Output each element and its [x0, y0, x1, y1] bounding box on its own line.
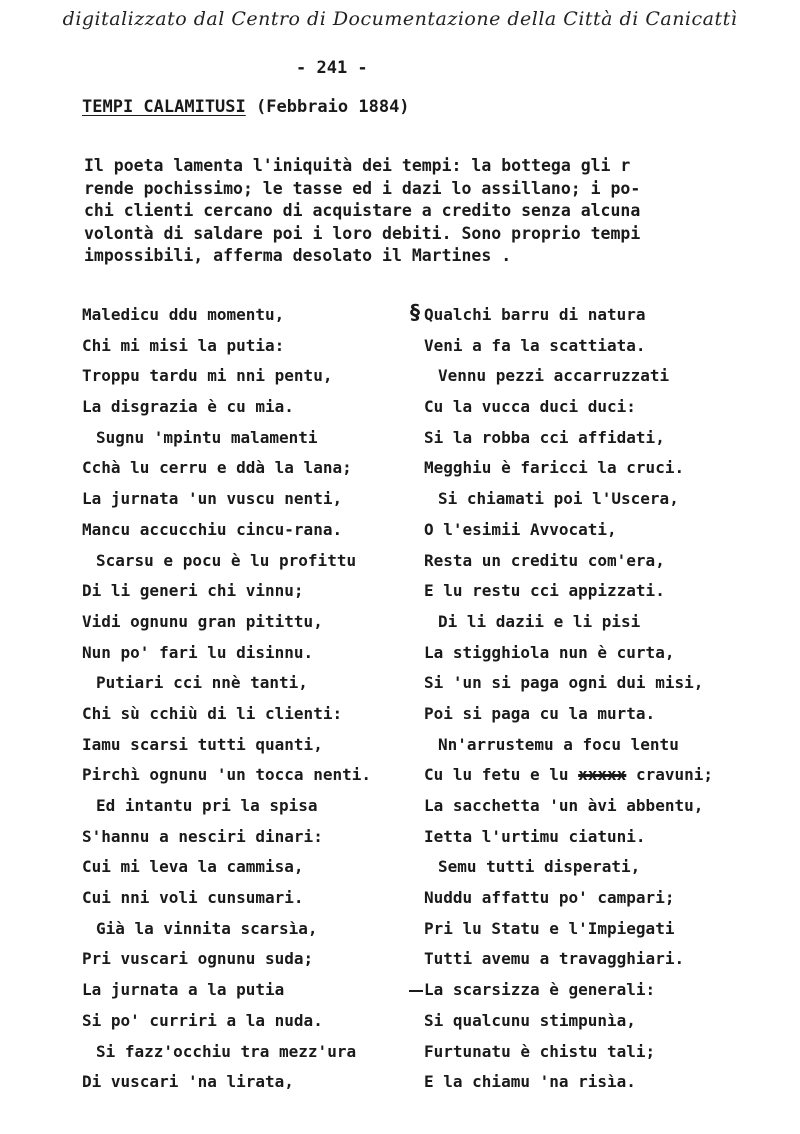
verse-line: Tutti avemu a travagghiari.: [424, 949, 685, 969]
verse-line: O l'esimii Avvocati,: [424, 519, 617, 539]
verse-line: Si po' curriri a la nuda.: [82, 1010, 323, 1030]
verse-line: Putiari cci nnè tanti,: [96, 673, 308, 693]
verse-line: Pirchì ognunu 'un tocca nenti.: [82, 765, 371, 785]
summary-line: impossibili, afferma desolato il Martines .: [84, 246, 512, 266]
verse-line: Chi mi misi la putia:: [82, 335, 285, 355]
poem-title: [82, 97, 410, 117]
verse-line: Iamu scarsi tutti quanti,: [82, 734, 323, 754]
verse-line: Cui mi leva la cammisa,: [82, 857, 304, 877]
verse-line: E lu restu cci appizzati.: [424, 581, 665, 601]
verse-line: Megghiu è faricci la cruci.: [424, 458, 685, 478]
verse-line: Mancu accucchiu cincu-rana.: [82, 519, 343, 539]
poem-summary: [84, 155, 724, 268]
verse-line: Qualchi barru di natura: [424, 305, 646, 324]
verse-line: La jurnata a la putia: [82, 980, 285, 1000]
verse-line: Si chiamati poi l'Uscera,: [438, 489, 679, 509]
verse-line: Cchà lu cerru e ddà la lana;: [82, 458, 352, 478]
digitization-header: digitalizzato dal Centro di Documentazione della Città di Canicattì: [62, 8, 738, 30]
verse-line: Di li generi chi vinnu;: [82, 581, 304, 601]
verse-line: Maledicu ddu momentu,: [82, 305, 285, 324]
verse-line: Nun po' fari lu disinnu.: [82, 642, 314, 662]
verse-line: Vennu pezzi accarruzzati: [438, 366, 670, 386]
verse-line: La jurnata 'un vuscu nenti,: [82, 489, 343, 509]
verse-fragment: Cu lu fetu e lu: [424, 765, 569, 785]
verse-line: Cu la vucca duci duci:: [424, 397, 636, 417]
verse-line: Chi sù cchiù di li clienti:: [82, 703, 343, 723]
verse-fragment: cravuni;: [635, 765, 714, 785]
verse-line: Già la vinnita scarsìa,: [96, 918, 318, 938]
verse-line: Ietta l'urtimu ciatuni.: [424, 826, 646, 846]
verse-line: Sugnu 'mpintu malamenti: [96, 427, 318, 447]
verse-line: Veni a fa la scattiata.: [424, 335, 646, 355]
verse-line: Semu tutti disperati,: [438, 857, 641, 877]
verse-line: La stigghiola nun è curta,: [424, 642, 675, 662]
verse-line: Nuddu affattu po' campari;: [424, 888, 675, 908]
poem-column-right: [424, 300, 713, 1098]
verse-line: Troppu tardu mi nni pentu,: [82, 366, 333, 386]
verse-line: Nn'arrustemu a focu lentu: [438, 734, 679, 754]
verse-line: Vidi ognunu gran pitittu,: [82, 611, 323, 631]
verse-line: Resta un creditu com'era,: [424, 550, 665, 570]
verse-line: Furtunatu è chistu tali;: [424, 1041, 656, 1061]
verse-line: La sacchetta 'un àvi abbentu,: [424, 796, 704, 815]
verse-line: Di vuscari 'na lirata,: [82, 1072, 294, 1092]
verse-line: Ed intantu pri la spisa: [96, 796, 318, 815]
poem-column-left: [82, 300, 371, 1098]
verse-line: Si 'un si paga ogni dui misi,: [424, 673, 704, 693]
verse-line: S'hannu a nesciri dinari:: [82, 826, 323, 846]
verse-line: Pri vuscari ognunu suda;: [82, 949, 314, 969]
verse-line: Si la robba cci affidati,: [424, 427, 665, 447]
summary-line: chi clienti cercano di acquistare a credito senza alcuna: [84, 201, 641, 221]
poem-title-date: (Febbraio 1884): [256, 97, 410, 117]
summary-line: Il poeta lamenta l'iniquità dei tempi: la bottega gli r: [84, 156, 631, 175]
verse-line: Si fazz'occhiu tra mezz'ura: [96, 1041, 357, 1061]
summary-line: rende pochissimo; le tasse ed i dazi lo assillano; i po-: [84, 178, 641, 198]
page-number: - 241 -: [296, 58, 368, 78]
verse-line: Di li dazii e li pisi: [438, 611, 641, 631]
verse-line: E la chiamu 'na risìa.: [424, 1072, 636, 1092]
margin-mark: §: [410, 300, 420, 324]
struck-word: xxxxx: [578, 765, 627, 785]
verse-line: La scarsizza è generali:: [424, 980, 656, 1000]
verse-line: [424, 760, 713, 791]
poem-title-main: TEMPI CALAMITUSI: [82, 97, 246, 117]
verse-line: La disgrazia è cu mia.: [82, 397, 294, 417]
verse-line: Scarsu e pocu è lu profittu: [96, 550, 357, 570]
verse-line: Poi si paga cu la murta.: [424, 703, 656, 723]
verse-line: Cui nni voli cunsumari.: [82, 888, 304, 908]
margin-dash: [409, 990, 423, 992]
summary-line: volontà di saldare poi i loro debiti. Sono proprio tempi: [84, 223, 641, 243]
verse-line: Si qualcunu stimpunìa,: [424, 1010, 636, 1030]
verse-line: Pri lu Statu e l'Impiegati: [424, 918, 675, 938]
